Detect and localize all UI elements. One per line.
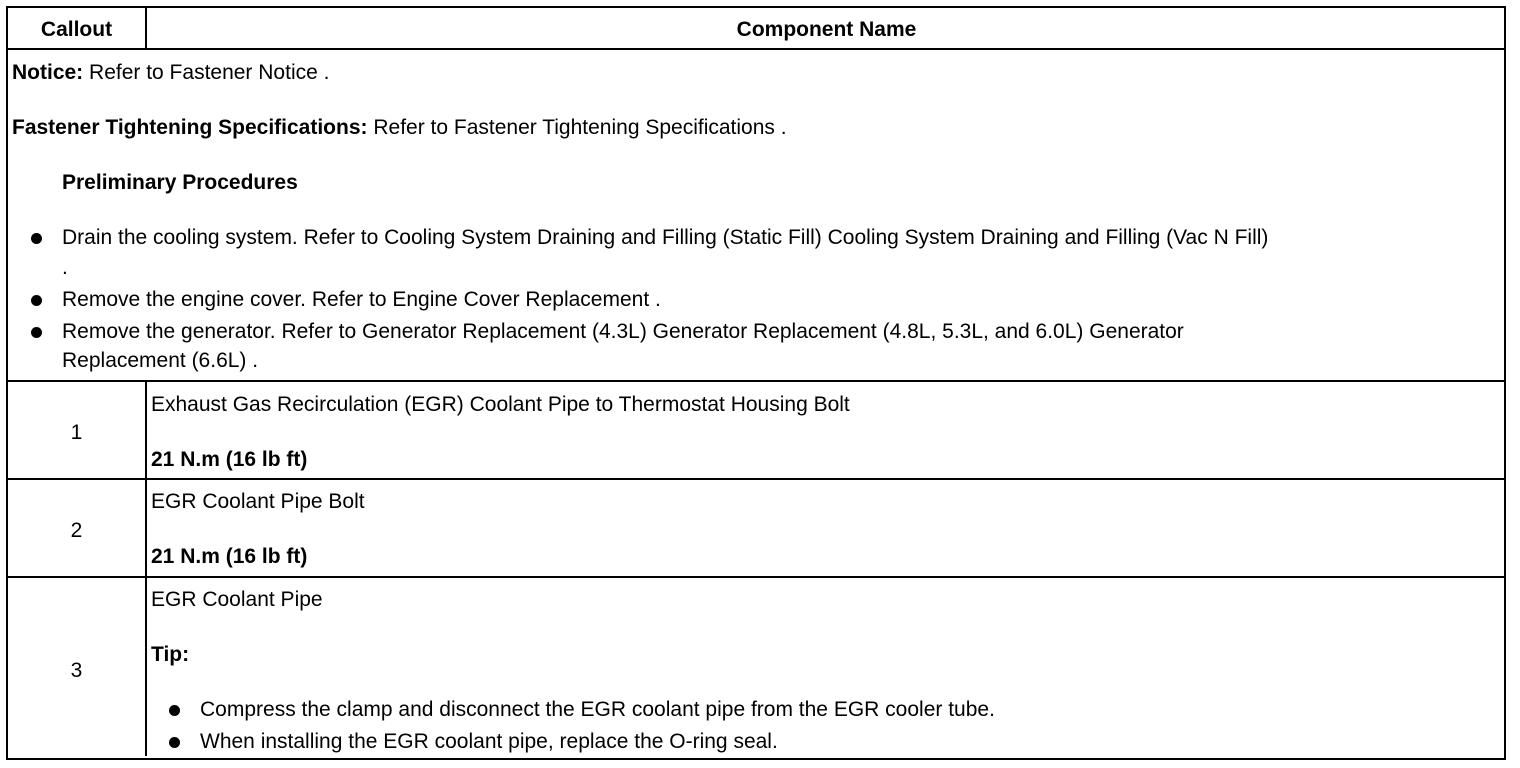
notice-label: Notice: bbox=[12, 61, 84, 84]
bullet-icon bbox=[31, 233, 42, 244]
row-1-spec: 21 N.m (16 lb ft) bbox=[151, 448, 308, 471]
header-callout: Callout bbox=[40, 18, 113, 41]
preliminary-item-2: Remove the engine cover. Refer to Engine Cover Replacement . bbox=[62, 288, 661, 311]
bullet-icon bbox=[31, 295, 42, 306]
row-3-name: EGR Coolant Pipe bbox=[151, 588, 323, 611]
row-3-tip-2: When installing the EGR coolant pipe, replace the O-ring seal. bbox=[200, 730, 778, 753]
row-3-tip-label: Tip: bbox=[151, 643, 190, 666]
preliminary-item-3-line1: Remove the generator. Refer to Generator Replacement (4.3L) Generator Replacement (4.8L, 5.3L, and 6.0L) Generator bbox=[62, 320, 1184, 343]
row-2-spec: 21 N.m (16 lb ft) bbox=[151, 545, 308, 568]
bullet-icon bbox=[169, 705, 180, 716]
callout-column-divider bbox=[145, 380, 147, 756]
preliminary-item-1-line2: . bbox=[62, 256, 68, 279]
header-divider bbox=[145, 8, 147, 48]
row-rule bbox=[8, 576, 1504, 578]
row-1-name: Exhaust Gas Recirculation (EGR) Coolant Pipe to Thermostat Housing Bolt bbox=[151, 393, 850, 416]
row-rule bbox=[8, 478, 1504, 480]
fastener-spec-label: Fastener Tightening Specifications: bbox=[12, 116, 368, 139]
fastener-spec-line bbox=[12, 116, 787, 140]
fastener-spec-text: Refer to Fastener Tightening Specifications . bbox=[367, 116, 787, 139]
preliminary-title: Preliminary Procedures bbox=[62, 171, 298, 194]
row-3-tip-1: Compress the clamp and disconnect the EGR coolant pipe from the EGR cooler tube. bbox=[200, 698, 995, 721]
row-2-callout: 2 bbox=[70, 519, 83, 542]
bullet-icon bbox=[31, 327, 42, 338]
notice-text: Refer to Fastener Notice . bbox=[83, 61, 330, 84]
header-rule bbox=[8, 48, 1504, 50]
row-1-callout: 1 bbox=[70, 421, 83, 444]
header-component-name: Component Name bbox=[736, 18, 917, 41]
row-rule bbox=[8, 380, 1504, 382]
preliminary-item-1-line1: Drain the cooling system. Refer to Cooling System Draining and Filling (Static Fill) Cooling System Draining and Filling (Vac N Fill) bbox=[62, 226, 1269, 249]
notice-line bbox=[12, 61, 329, 85]
row-3-callout: 3 bbox=[70, 659, 83, 682]
preliminary-item-3-line2: Replacement (6.6L) . bbox=[62, 349, 259, 372]
bullet-icon bbox=[169, 737, 180, 748]
row-2-name: EGR Coolant Pipe Bolt bbox=[151, 490, 365, 513]
component-table bbox=[6, 6, 1506, 760]
